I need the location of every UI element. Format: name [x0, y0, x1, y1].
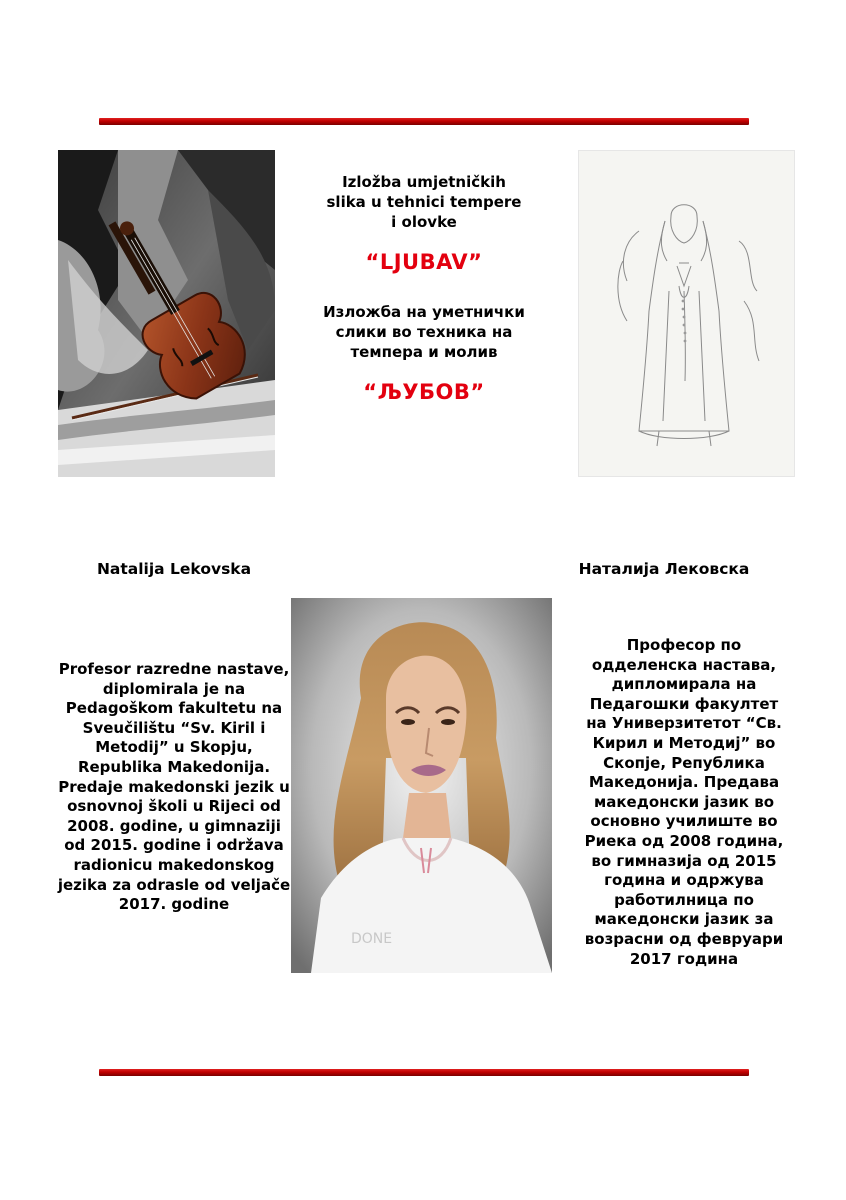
- bottom-divider: [99, 1069, 749, 1076]
- intro-latin: Izložba umjetničkih slika u tehnici tempere i olovke: [326, 173, 522, 231]
- title-latin: “LJUBAV”: [365, 250, 483, 274]
- artist-portrait: [291, 598, 552, 973]
- bio-latin: Profesor razredne nastave, diplomirala je na Pedagoškom fakultetu na Sveučilištu “Sv. Kiril i Metodij” u Skopju, Republika Makedonija. Predaje makedonski jezik u osnovnoj školi u Rijeci od 2008. godine, u gimnaziji od 2015. godine i održava radionicu makedonskog jezika za odrasle od veljače 2017. godine: [57, 660, 291, 914]
- bio-cyrillic: Професор по одделенска настава, дипломирала на Педагошки факултет на Универзитетот “Св. Кирил и Методиј” во Скопје, Република Македонија. Предава македонски јазик во основно училиште во Риека од 2008 година, во гимназија од 2015 година и одржува работилница по македонски јазик за возрасни од февруари 2017 година: [584, 636, 784, 968]
- artist-name-latin: Natalija Lekovska: [96, 560, 252, 578]
- madonna-pencil-sketch: [578, 150, 795, 477]
- top-divider: [99, 118, 749, 125]
- svg-text:DONE: DONE: [351, 931, 393, 947]
- title-cyrillic: “ЉУБОВ”: [363, 380, 485, 404]
- violin-painting: [58, 150, 275, 477]
- artist-name-cyrillic: Наталија Лековска: [578, 560, 750, 578]
- intro-cyrillic: Изложба на уметнички слики во техника на темпера и молив: [323, 303, 525, 361]
- exhibition-heading: [300, 172, 548, 404]
